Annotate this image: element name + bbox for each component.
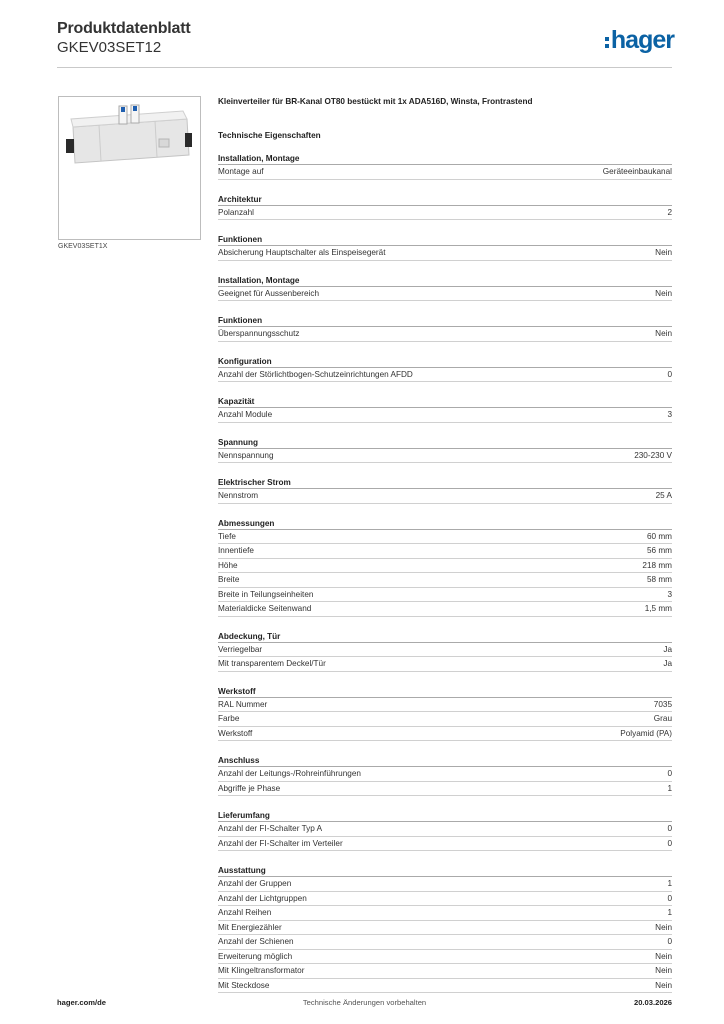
spec-label: Verriegelbar [218, 644, 263, 654]
spec-label: Anzahl Module [218, 410, 273, 419]
spec-value: Ja [663, 644, 672, 654]
spec-label: Materialdicke Seitenwand [218, 604, 312, 613]
spec-label: Überspannungsschutz [218, 329, 300, 338]
spec-row [218, 643, 672, 658]
spec-value: Nein [655, 288, 672, 298]
spec-row [218, 559, 672, 574]
spec-row [218, 206, 672, 221]
spec-label: RAL Nummer [218, 699, 268, 709]
group-title: Elektrischer Strom [218, 477, 672, 489]
spec-content [218, 95, 672, 1007]
logo-text: hager [610, 26, 674, 54]
spec-groups [218, 153, 672, 993]
spec-row [218, 287, 672, 302]
spec-label: Mit Klingeltransformator [218, 966, 305, 975]
spec-value: Ja [663, 659, 672, 668]
spec-row [218, 327, 672, 342]
spec-value: 1 [667, 908, 672, 917]
spec-row [218, 950, 672, 965]
image-caption: GKEV03SET1X [58, 243, 108, 250]
group-title: Installation, Montage [218, 275, 672, 287]
spec-row [218, 530, 672, 545]
spec-label: Anzahl Reihen [218, 908, 272, 917]
spec-group [218, 755, 672, 796]
spec-group [218, 396, 672, 423]
spec-value: 1 [667, 879, 672, 888]
spec-value: 0 [667, 769, 672, 778]
spec-group [218, 194, 672, 221]
spec-value: 0 [667, 838, 672, 848]
spec-row [218, 408, 672, 423]
spec-group [218, 810, 672, 851]
spec-value: Nein [655, 951, 672, 961]
spec-label: Höhe [218, 560, 238, 570]
spec-group [218, 275, 672, 302]
spec-value: 0 [667, 824, 672, 833]
spec-row [218, 727, 672, 742]
spec-group [218, 477, 672, 504]
spec-row [218, 489, 672, 504]
spec-label: Nennspannung [218, 450, 274, 460]
spec-group [218, 234, 672, 261]
spec-value: Geräteeinbaukanal [602, 167, 672, 176]
page-title: Produktdatenblatt [57, 20, 191, 37]
spec-row [218, 449, 672, 464]
spec-value: 0 [667, 937, 672, 946]
group-title: Anschluss [218, 755, 672, 767]
group-title: Architektur [218, 194, 672, 206]
spec-row [218, 368, 672, 383]
spec-value: Grau [653, 714, 672, 723]
spec-group [218, 865, 672, 993]
group-title: Abmessungen [218, 518, 672, 530]
group-title: Lieferumfang [218, 810, 672, 822]
group-title: Kapazität [218, 396, 672, 408]
spec-label: Werkstoff [218, 728, 253, 738]
spec-value: Nein [655, 980, 672, 990]
spec-label: Polanzahl [218, 207, 254, 217]
spec-row [218, 921, 672, 936]
spec-row [218, 892, 672, 907]
spec-value: Nein [655, 248, 672, 257]
spec-value: 7035 [653, 699, 672, 709]
spec-value: 58 mm [646, 575, 672, 584]
spec-label: Breite [218, 575, 240, 584]
spec-value: Nein [655, 329, 672, 338]
spec-row [218, 246, 672, 261]
group-title: Funktionen [218, 315, 672, 327]
spec-value: 25 A [655, 491, 672, 500]
spec-group [218, 437, 672, 464]
spec-label: Absicherung Hauptschalter als Einspeisegerät [218, 248, 386, 257]
spec-row [218, 935, 672, 950]
product-image [58, 96, 201, 240]
spec-label: Anzahl der FI-Schalter Typ A [218, 824, 323, 833]
spec-group [218, 631, 672, 672]
spec-value: 56 mm [646, 546, 672, 555]
footer-notice: Technische Änderungen vorbehalten [302, 998, 427, 1007]
group-title: Funktionen [218, 234, 672, 246]
spec-row [218, 964, 672, 979]
spec-value: Nein [655, 966, 672, 975]
spec-row [218, 979, 672, 994]
spec-label: Anzahl der Leitungs-/Rohreinführungen [218, 769, 361, 778]
spec-row [218, 573, 672, 588]
spec-label: Anzahl der Gruppen [218, 879, 292, 888]
spec-value: 2 [667, 207, 672, 217]
spec-label: Breite in Teilungseinheiten [218, 589, 314, 599]
spec-value: 1,5 mm [644, 604, 672, 613]
spec-label: Montage auf [218, 167, 264, 176]
group-title: Abdeckung, Tür [218, 631, 672, 643]
spec-row [218, 588, 672, 603]
spec-value: 0 [667, 893, 672, 903]
spec-row [218, 822, 672, 837]
spec-label: Anzahl der Lichtgruppen [218, 893, 307, 903]
spec-group [218, 153, 672, 180]
spec-label: Tiefe [218, 531, 236, 541]
spec-row [218, 782, 672, 797]
spec-value: 0 [667, 369, 672, 379]
product-description: Kleinverteiler für BR-Kanal OT80 bestückt mit 1x ADA516D, Winsta, Frontrastend [218, 97, 533, 106]
header-divider [57, 67, 672, 68]
spec-label: Farbe [218, 714, 240, 723]
spec-row [218, 837, 672, 852]
spec-value: 60 mm [646, 531, 672, 541]
spec-row [218, 657, 672, 672]
spec-label: Abgriffe je Phase [218, 783, 281, 793]
spec-value: 230-230 V [634, 450, 672, 460]
spec-label: Erweiterung möglich [218, 951, 293, 961]
spec-row [218, 906, 672, 921]
logo-dots-icon [605, 37, 609, 48]
spec-label: Mit transparentem Deckel/Tür [218, 659, 326, 668]
spec-group [218, 315, 672, 342]
spec-value: Nein [655, 922, 672, 932]
spec-group [218, 686, 672, 742]
spec-group [218, 518, 672, 617]
hager-logo [605, 26, 674, 55]
group-title: Werkstoff [218, 686, 672, 698]
footer-date: 20.03.2026 [633, 998, 672, 1007]
spec-value: 1 [667, 783, 672, 793]
spec-value: 3 [667, 589, 672, 599]
spec-label: Innentiefe [218, 546, 254, 555]
spec-row [218, 698, 672, 713]
group-title: Konfiguration [218, 356, 672, 368]
group-title: Spannung [218, 437, 672, 449]
group-title: Ausstattung [218, 865, 672, 877]
spec-row [218, 544, 672, 559]
section-title: Technische Eigenschaften [218, 131, 321, 140]
spec-row [218, 165, 672, 180]
spec-row [218, 767, 672, 782]
spec-label: Geeignet für Aussenbereich [218, 288, 320, 298]
footer-website: hager.com/de [57, 998, 106, 1007]
product-code: GKEV03SET12 [57, 39, 162, 56]
spec-value: Polyamid (PA) [620, 728, 672, 738]
spec-label: Nennstrom [218, 491, 259, 500]
group-title: Installation, Montage [218, 153, 672, 165]
spec-label: Anzahl der Schienen [218, 937, 294, 946]
spec-label: Mit Energiezähler [218, 922, 282, 932]
spec-row [218, 877, 672, 892]
spec-group [218, 356, 672, 383]
spec-label: Anzahl der Störlichtbogen-Schutzeinrichtungen AFDD [218, 369, 413, 379]
spec-value: 3 [667, 410, 672, 419]
spec-row [218, 712, 672, 727]
spec-value: 218 mm [642, 560, 672, 570]
spec-label: Mit Steckdose [218, 980, 270, 990]
spec-row [218, 602, 672, 617]
spec-label: Anzahl der FI-Schalter im Verteiler [218, 838, 343, 848]
